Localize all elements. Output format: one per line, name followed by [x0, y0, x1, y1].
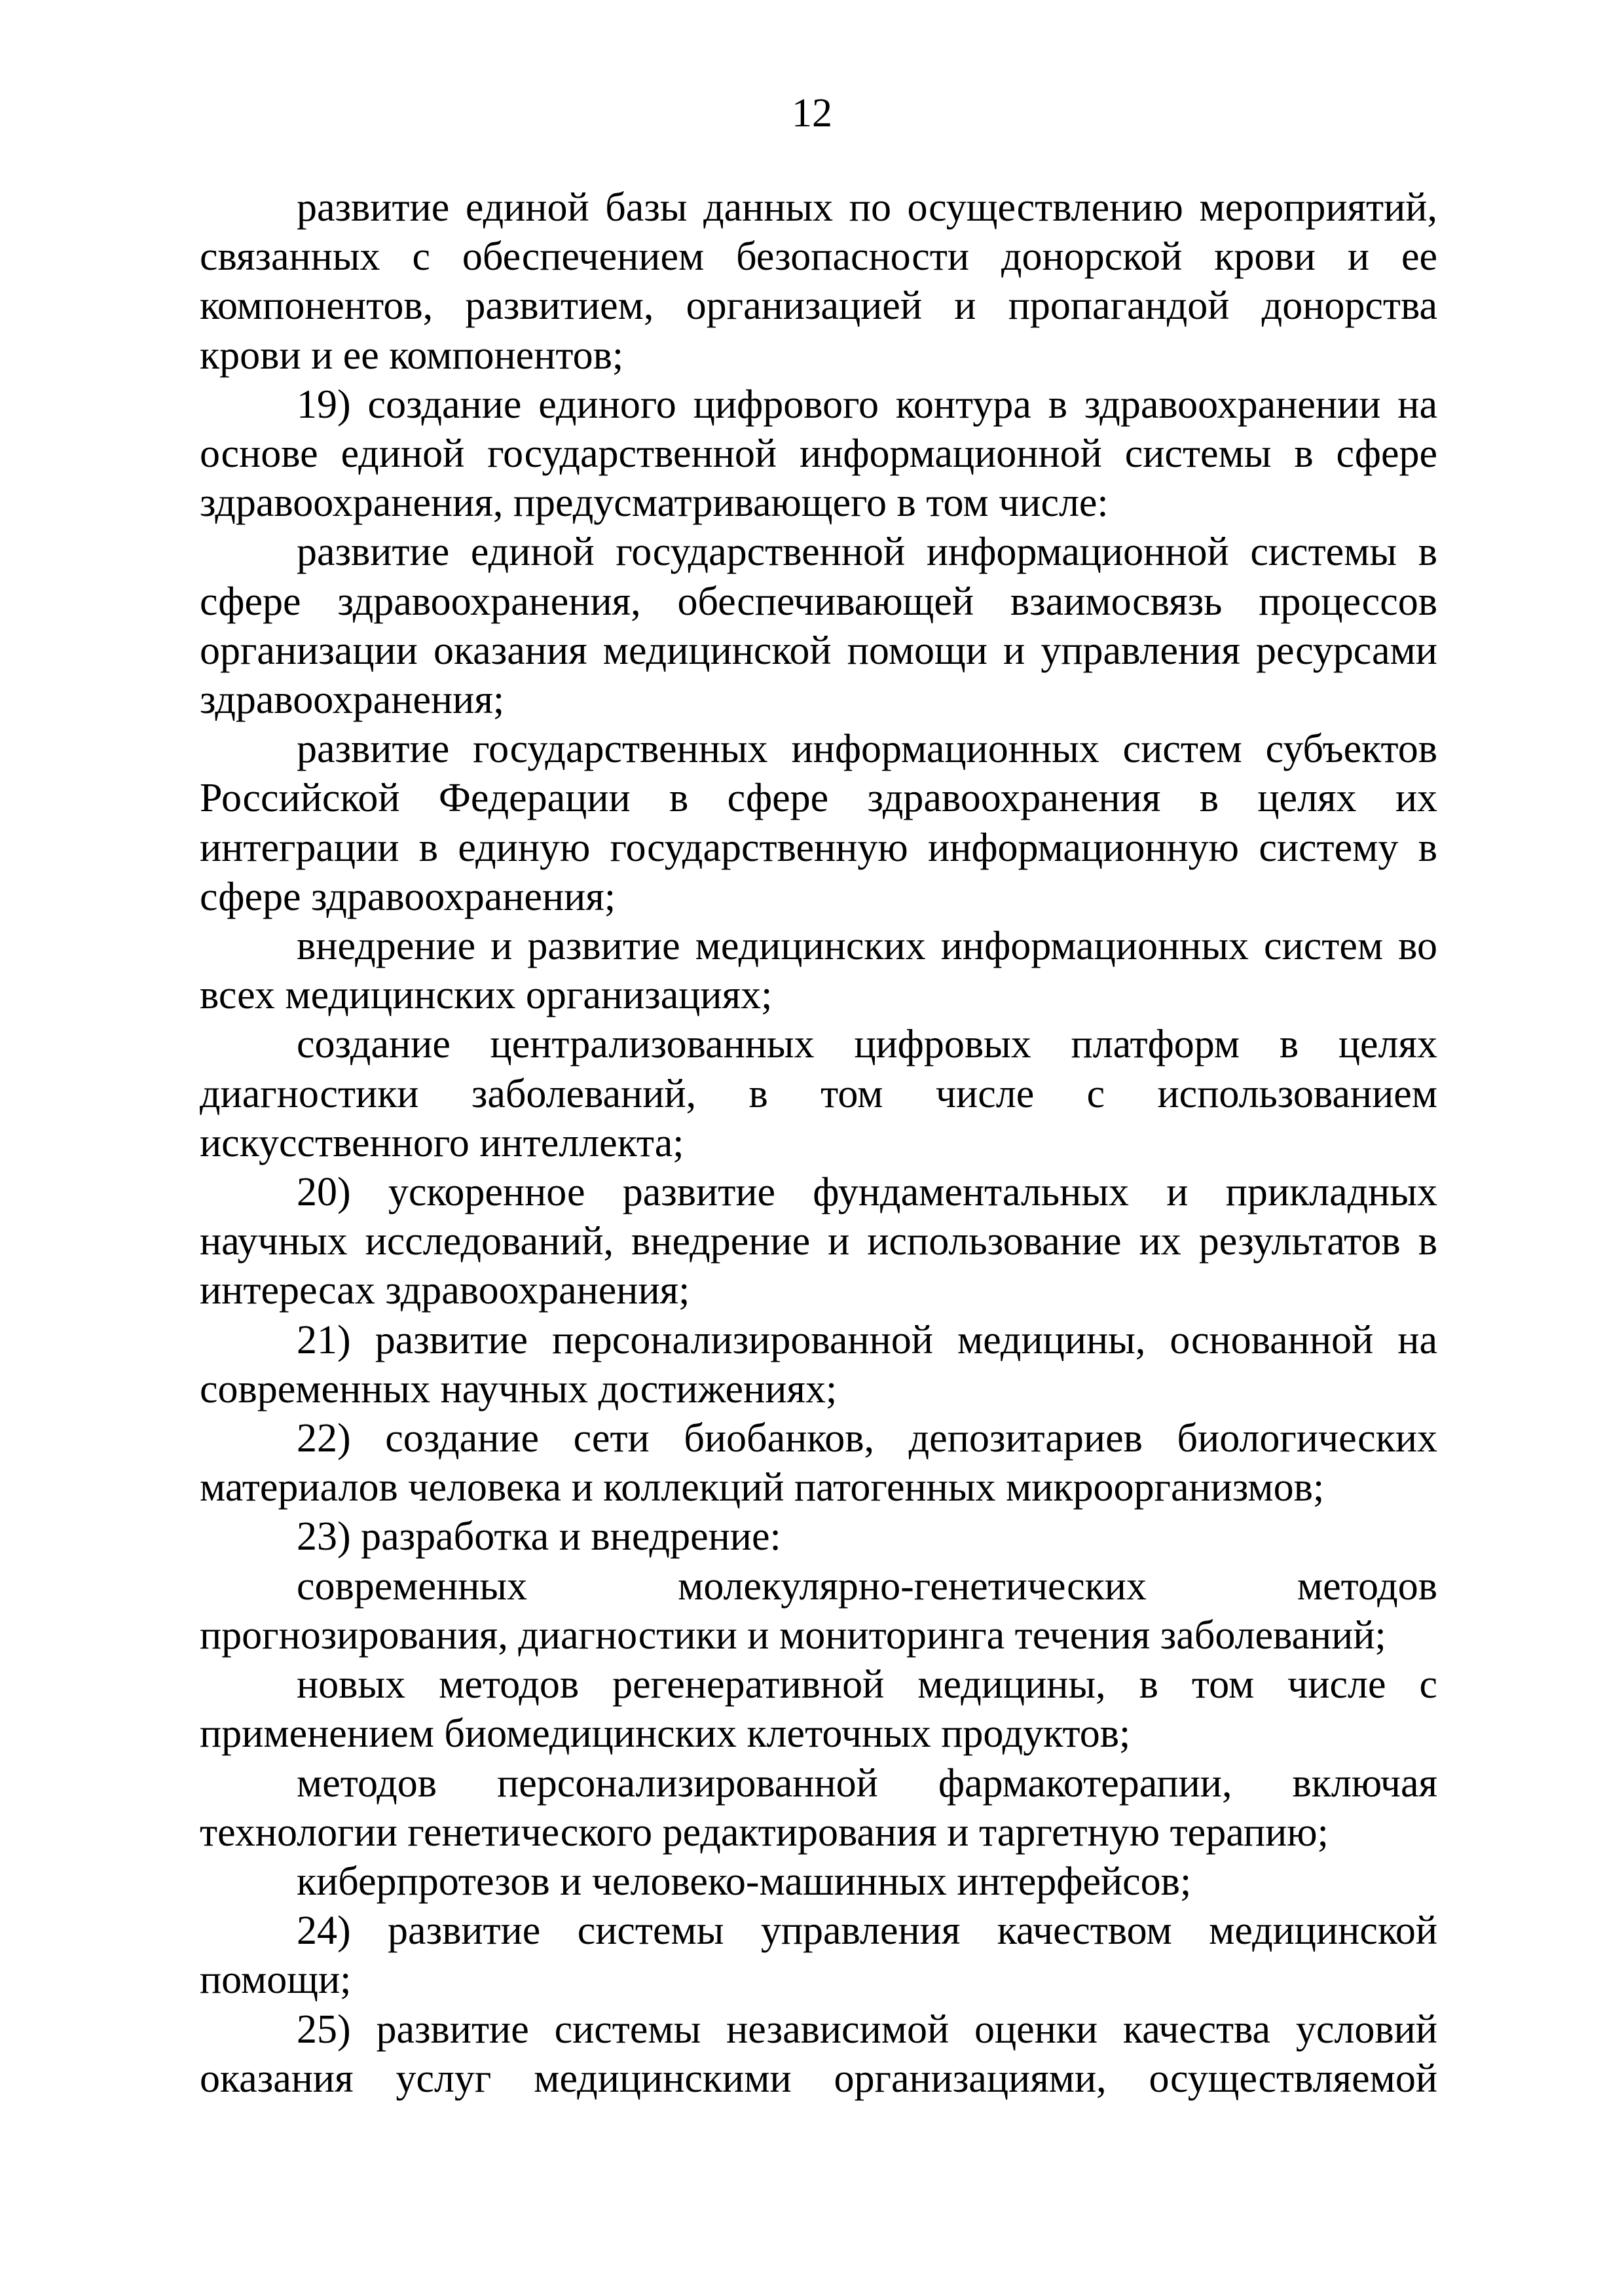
paragraph-regenerative-medicine: новых методов регенеративной медицины, в том числе с применением биомедицинских клеточных продуктов; — [200, 1662, 1437, 1757]
paragraph-item-24: 24) развитие системы управления качеством медицинской помощи; — [200, 1908, 1437, 2003]
paragraph-egisz-development: развитие единой государственной информационной системы в сфере здравоохранения, обеспечивающей взаимосвязь процессов организации оказания медицинской помощи и управления ресурсами здравоохранения; — [200, 530, 1437, 723]
paragraph-item-20: 20) ускоренное развитие фундаментальных и прикладных научных исследований, внедрение и использование их результатов в интересах здравоохранения; — [200, 1170, 1437, 1313]
paragraph-item-19: 19) создание единого цифрового контура в здравоохранении на основе единой государственной информационной системы в сфере здравоохранения, предусматривающего в том числе: — [200, 382, 1437, 526]
document-body — [200, 183, 1437, 2104]
paragraph-blood-database: развитие единой базы данных по осуществлению мероприятий, связанных с обеспечением безопасности донорской крови и ее компонентов, развитием, организацией и пропагандой донорства крови и ее компонентов; — [200, 185, 1437, 378]
paragraph-item-25: 25) развитие системы независимой оценки качества условий оказания услуг медицинскими организациями, осуществляемой — [200, 2007, 1437, 2101]
paragraph-pharmacotherapy: методов персонализированной фармакотерапии, включая технологии генетического редактирования и таргетную терапию; — [200, 1760, 1437, 1855]
paragraph-item-22: 22) создание сети биобанков, депозитариев биологических материалов человека и коллекций патогенных микроорганизмов; — [200, 1416, 1437, 1510]
paragraph-item-23: 23) разработка и внедрение: — [297, 1514, 781, 1559]
paragraph-item-21: 21) развитие персонализированной медицины, основанной на современных научных достижениях; — [200, 1317, 1437, 1412]
paragraph-medical-info-systems: внедрение и развитие медицинских информационных систем во всех медицинских организациях; — [200, 924, 1437, 1018]
page-number: 12 — [792, 91, 832, 136]
paragraph-cyberprostheses: киберпротезов и человеко-машинных интерфейсов; — [297, 1859, 1192, 1904]
paragraph-digital-platforms: создание централизованных цифровых платформ в целях диагностики заболеваний, в том числе с использованием искусственного интеллекта; — [200, 1022, 1437, 1165]
paragraph-regional-systems: развитие государственных информационных систем субъектов Российской Федерации в сфере здравоохранения в целях их интеграции в единую государственную информационную систему в сфере здравоохранения; — [200, 727, 1437, 919]
paragraph-molecular-methods: современных молекулярно-генетических методов прогнозирования, диагностики и мониторинга течения заболеваний; — [200, 1563, 1437, 1658]
